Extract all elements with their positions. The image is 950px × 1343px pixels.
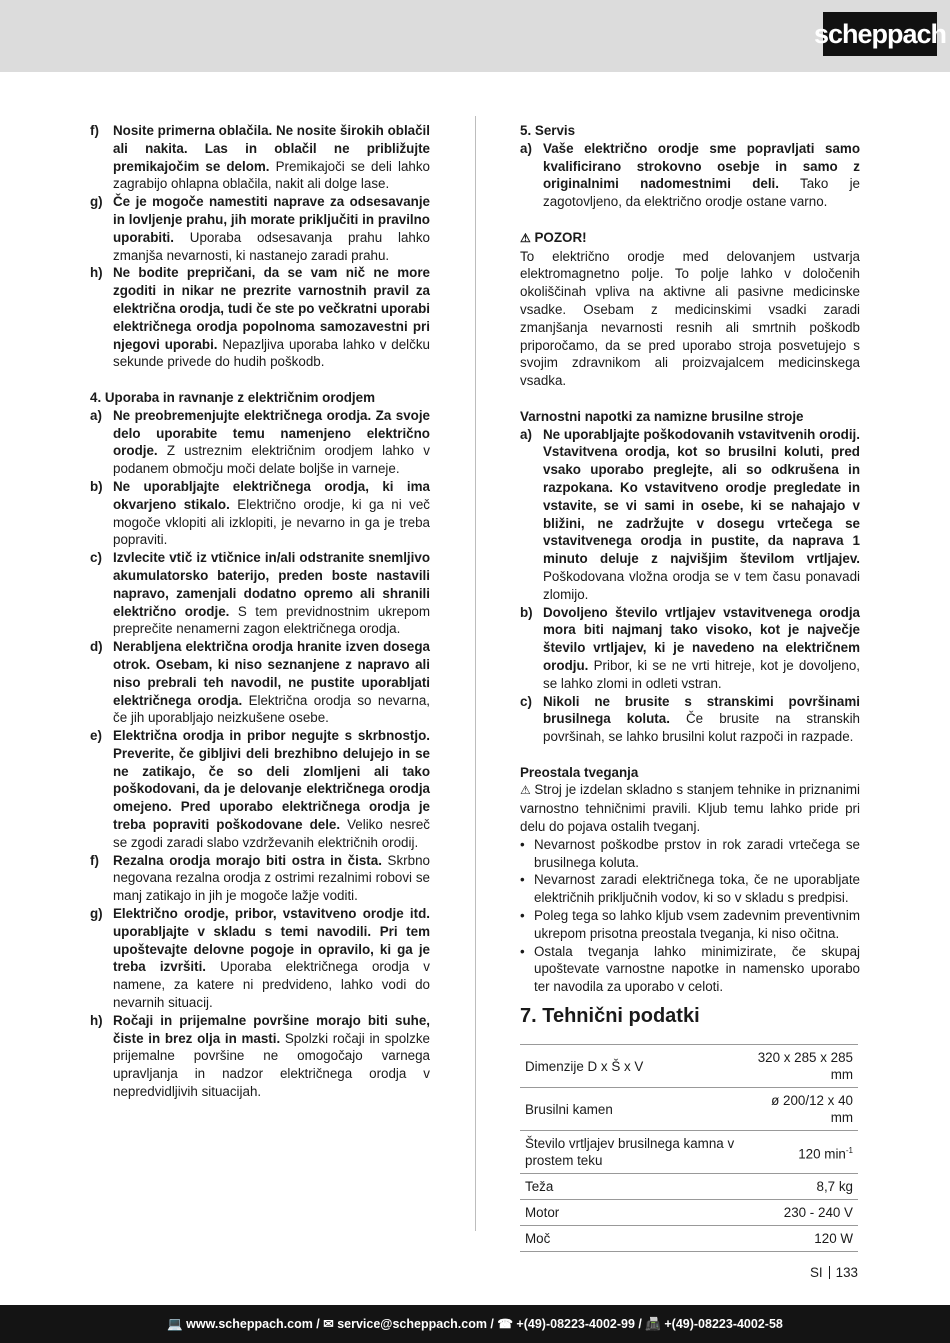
list-item-normal-text: Nepazljiva uporaba lahko v delčku sekunde privede do hudih poškodb. bbox=[113, 336, 430, 370]
residual-risks-body: Stroj je izdelan skladno s stanjem tehnike in priznanimi varnostno tehničnimi pravili. Kljub temu lahko pride pri delu do pojava ostalih tveganj. bbox=[520, 782, 861, 835]
list-item bbox=[90, 407, 430, 478]
warning-title: POZOR! bbox=[534, 229, 587, 245]
spec-row bbox=[520, 1131, 858, 1174]
spec-value-text: 230 - 240 V bbox=[783, 1205, 853, 1221]
spec-row bbox=[520, 1045, 858, 1088]
list-item-label: a) bbox=[90, 407, 102, 423]
list-item-label: d) bbox=[90, 639, 103, 655]
list-item-normal-text: Z ustreznim električnim orodjem lahko v podanem območju moči delate boljše in varneje. bbox=[113, 443, 430, 477]
list-item-text bbox=[113, 727, 430, 852]
footer-contact-bar bbox=[0, 1305, 950, 1343]
residual-risks-text bbox=[520, 781, 860, 835]
page-number bbox=[810, 1265, 858, 1280]
list-item-bold-text: Električna orodja in pribor negujte s skrbnostjo. Preverite, če gibljivi deli brezhibno delujejo in se ne zatikajo, če so deli zlomljeni ali tako poškodovani, da je delovanje električnega orodja omejeno. Pred uporabo električnega orodja je treba popraviti poškodovane dele. bbox=[113, 728, 430, 833]
list-item-normal-text: Če brusite na stranskih površinah, se lahko brusilni kolut razpoči in razpade. bbox=[543, 711, 860, 745]
left-column bbox=[90, 122, 430, 1101]
spec-value-text: 320 x 285 x 285 mm bbox=[757, 1050, 853, 1083]
list-item-bold-text: Ne uporabljajte električnega orodja, ki ima okvarjeno stikalo. bbox=[113, 478, 430, 512]
residual-risks-title: Preostala tveganja bbox=[520, 764, 639, 780]
bullet-item bbox=[520, 943, 860, 996]
list-item-text bbox=[113, 1012, 430, 1101]
section-5-list bbox=[520, 140, 860, 211]
list-item-normal-text: Spolzki ročaji in spolzke prijemalne površine ne omogočajo varnega upravljanja in nadzor električnega orodja v nepredvidljivih situacijah. bbox=[113, 1030, 430, 1100]
list-item bbox=[90, 264, 430, 371]
spec-value-text: ø 200/12 x 40 mm bbox=[771, 1093, 853, 1126]
list-item-normal-text: Uporaba odsesavanja prahu lahko zmanjša nevarnosti, ki nastanejo zaradi prahu. bbox=[113, 229, 430, 263]
list-item-bold-text: Dovoljeno število vrtljajev vstavitvenega orodja mora biti najmanj tako visoko, kot je največje število vrtljajev, ki je navedeno na električnem orodju. bbox=[543, 604, 860, 673]
residual-risks-list bbox=[520, 836, 860, 996]
list-item bbox=[90, 549, 430, 638]
spec-row bbox=[520, 1174, 858, 1200]
list-item bbox=[520, 604, 860, 693]
list-item bbox=[90, 1012, 430, 1101]
list-item-label: h) bbox=[90, 1012, 103, 1028]
bullet-item bbox=[520, 871, 860, 907]
list-item-text bbox=[113, 638, 430, 727]
scheppach-logo: scheppach bbox=[823, 12, 937, 56]
list-item-normal-text: Poškodovana vložna orodja se v tem času ponavadi zlomijo. bbox=[543, 568, 860, 602]
bullet-icon: • bbox=[520, 908, 525, 924]
list-item-text bbox=[113, 852, 430, 905]
list-item bbox=[90, 122, 430, 193]
spec-value bbox=[751, 1088, 858, 1131]
header-bar bbox=[0, 0, 950, 72]
list-item-label: e) bbox=[90, 728, 102, 744]
grinder-safety-title: Varnostni napotki za namizne brusilne stroje bbox=[520, 408, 804, 424]
list-item-bold-text: Vaše električno orodje sme popravljati samo kvalificirano strokovno osebje in samo z originalnimi nadomestnimi deli. bbox=[543, 140, 860, 192]
list-item bbox=[520, 140, 860, 211]
list-item-normal-text: S tem previdnostnim ukrepom preprečite nenamerni zagon električnega orodja. bbox=[113, 603, 430, 637]
list-item bbox=[90, 638, 430, 727]
bullet-text: Ostala tveganja lahko minimizirate, če skupaj upoštevate varnostne napotke in namensko uporabo ter navodila za uporabo v celoti. bbox=[534, 943, 860, 995]
technical-data-title: 7. Tehnični podatki bbox=[520, 1005, 700, 1028]
list-item-label: b) bbox=[520, 604, 533, 620]
list-item-text bbox=[113, 549, 430, 638]
warning-text: To električno orodje med delovanjem ustvarja elektromagnetno polje. To polje lahko v določenih okoliščinah vpliva na aktivne ali pasivne medicinske vsadke. Osebam z medicinskimi vsadki zaradi zmanjšanja nevarnosti resnih ali smrtnih poškodb priporočamo, da se pred uporabo stroja posvetujejo s svojim zdravnikom ali proizvajalcem medicinskega vsadka. bbox=[520, 248, 860, 389]
spec-value-text: 8,7 kg bbox=[816, 1179, 853, 1195]
list-item-text bbox=[113, 478, 430, 549]
list-item-bold-text: Nosite primerna oblačila. Ne nosite širokih oblačil ali nakita. Las in oblačil ne približujte premikajočim se delom. bbox=[113, 123, 431, 174]
column-divider bbox=[475, 116, 476, 1231]
list-item-normal-text: Električna orodja so nevarna, če jih uporabljajo neizkušene osebe. bbox=[113, 692, 431, 726]
list-item bbox=[90, 193, 430, 264]
bullet-item bbox=[520, 836, 860, 872]
list-item bbox=[90, 852, 430, 905]
bullet-text: Poleg tega so lahko kljub vsem zadevnim preventivnim ukrepom prisotna preostala tveganja, ki niso očitna. bbox=[534, 908, 860, 941]
list-item-label: b) bbox=[90, 478, 103, 494]
spec-value bbox=[751, 1174, 858, 1200]
footer-contact-text: 💻 www.scheppach.com / ✉ service@scheppach.com / ☎ +(49)-08223-4002-99 / 📠 +(49)-08223-4002-58 bbox=[167, 1317, 783, 1331]
spec-key: Število vrtljajev brusilnega kamna v prostem teku bbox=[525, 1136, 735, 1169]
spec-key: Motor bbox=[525, 1205, 560, 1221]
list-item-normal-text: Tako je zagotovljeno, da električno orodje ostane varno. bbox=[543, 176, 861, 210]
list-item-normal-text: Pribor, ki se ne vrti hitreje, kot je dovoljeno, se lahko zlomi in odleti vstran. bbox=[543, 657, 860, 691]
spec-row bbox=[520, 1226, 858, 1252]
list-item-text bbox=[543, 426, 860, 604]
spec-value-text: 120 min bbox=[798, 1146, 846, 1162]
safety-list-top bbox=[90, 122, 430, 371]
list-item-normal-text: Veliko nesreč se zgodi zaradi slabo vzdrževanih električnih orodij. bbox=[113, 817, 430, 850]
list-item-text bbox=[113, 264, 430, 371]
technical-data-table bbox=[520, 1044, 858, 1252]
bullet-icon: • bbox=[520, 872, 525, 888]
warning-triangle-icon: ⚠ bbox=[520, 230, 531, 245]
list-item-label: c) bbox=[520, 693, 532, 709]
section-5-title: 5. Servis bbox=[520, 123, 576, 138]
list-item-label: f) bbox=[90, 852, 99, 868]
list-item-label: f) bbox=[90, 123, 99, 138]
spec-key: Moč bbox=[525, 1231, 551, 1247]
bullet-text: Nevarnost poškodbe prstov in rok zaradi vrtečega se brusilnega koluta. bbox=[534, 836, 860, 870]
spec-value bbox=[751, 1045, 858, 1088]
spec-value-text: 120 W bbox=[814, 1231, 853, 1247]
list-item bbox=[90, 905, 430, 1012]
spec-key: Dimenzije D x Š x V bbox=[525, 1058, 644, 1074]
list-item-text bbox=[113, 905, 430, 1012]
section-4-title: 4. Uporaba in ravnanje z električnim orodjem bbox=[90, 389, 376, 405]
list-item-bold-text: Nerabljena električna orodja hranite izven dosega otrok. Osebam, ki niso seznanjene z napravo ali niso prebrali teh navodil, ne pustite uporabljati električnega orodja. bbox=[113, 639, 430, 708]
list-item-normal-text: Uporaba električnega orodja v namene, za katere ni predvideno, lahko vodi do nevarnih situacij. bbox=[113, 959, 430, 1011]
list-item-label: a) bbox=[520, 140, 532, 156]
bullet-icon: • bbox=[520, 943, 525, 959]
spec-value bbox=[751, 1200, 858, 1226]
page-language: SI bbox=[810, 1265, 823, 1280]
list-item-text bbox=[543, 693, 860, 746]
list-item-text bbox=[113, 193, 430, 264]
list-item bbox=[90, 727, 430, 852]
spec-value bbox=[751, 1131, 858, 1174]
list-item-normal-text: Električno orodje, ki ga ni več mogoče vklopiti ali izklopiti, je nevarno in ga je treba popraviti. bbox=[113, 496, 430, 548]
section-4-list bbox=[90, 407, 430, 1101]
list-item-bold-text: Električno orodje, pribor, vstavitveno orodje itd. uporabljajte v skladu s temi navodili. Pri tem upoštevajte delovne pogoje in opravilo, ki ga je treba izvršiti. bbox=[113, 906, 430, 975]
list-item-normal-text: Skrbno negovana rezalna orodja z ostrimi rezalnimi robovi se manj zatikajo in jih je mogoče lažje voditi. bbox=[113, 852, 430, 904]
list-item-bold-text: Ne bodite prepričani, da se vam nič ne more zgoditi in nikar ne prezrite varnostnih pravil za električna orodja, tudi če ste po večkratni uporabi električnega orodja popolnoma samozavestni pri njegovi uporabi. bbox=[113, 265, 430, 352]
list-item-text bbox=[543, 604, 860, 693]
list-item-label: h) bbox=[90, 265, 103, 281]
list-item-bold-text: Če je mogoče namestiti naprave za odsesavanje in lovljenje prahu, jih morate priključiti in pravilno uporabiti. bbox=[113, 194, 430, 245]
list-item-label: g) bbox=[90, 194, 103, 210]
bullet-text: Nevarnost zaradi električnega toka, če ne uporabljate električnih priključnih vodov, ki so v skladu s predpisi. bbox=[534, 872, 860, 906]
bullet-icon: • bbox=[520, 836, 525, 852]
page-number-value: 133 bbox=[835, 1265, 858, 1280]
list-item-bold-text: Ne uporabljajte poškodovanih vstavitvenih orodij. Vstavitvena orodja, kot so brusilni koluti, pred vsako uporabo preglejte, ali so odkrušena in razpokana. Ko vstavitveno orodje pregledate in vstavite, se vi sami in osebe, ki se nahajajo v bližini, ne zadržujte v dosegu vrtečega se vstavitvenega orodja in pustite, da naprava 1 minuto deluje z najvišjim številom vrtljajev. bbox=[543, 426, 860, 567]
bullet-item bbox=[520, 907, 860, 943]
warning-triangle-icon: ⚠ bbox=[520, 783, 535, 798]
list-item-label: a) bbox=[520, 426, 532, 442]
list-item-normal-text: Premikajoči se deli lahko zagrabijo ohlapna oblačila, nakit ali dolge lase. bbox=[113, 158, 430, 192]
list-item bbox=[90, 478, 430, 549]
spec-row bbox=[520, 1200, 858, 1226]
list-item-label: g) bbox=[90, 906, 103, 922]
list-item-bold-text: Ročaji in prijemalne površine morajo biti suhe, čiste in brez olja in masti. bbox=[113, 1012, 430, 1046]
spec-value bbox=[751, 1226, 858, 1252]
list-item-bold-text: Nikoli ne brusite s stranskimi površinami brusilnega koluta. bbox=[543, 693, 860, 727]
list-item-text bbox=[113, 407, 430, 478]
list-item-label: c) bbox=[90, 550, 102, 566]
list-item bbox=[520, 426, 860, 604]
grinder-safety-list bbox=[520, 426, 860, 746]
list-item-text bbox=[113, 122, 430, 193]
list-item-text bbox=[543, 140, 860, 211]
spec-key: Teža bbox=[525, 1179, 554, 1195]
spec-key: Brusilni kamen bbox=[525, 1101, 613, 1117]
warning-heading bbox=[520, 229, 860, 248]
list-item-bold-text: Izvlecite vtič iz vtičnice in/ali odstranite snemljivo akumulatorsko baterijo, preden boste nastavili napravo, zamenjali dodatno opremo ali shranili električno orodje. bbox=[113, 550, 430, 619]
list-item bbox=[520, 693, 860, 746]
list-item-bold-text: Ne preobremenjujte električnega orodja. Za svoje delo uporabite temu namenjeno električno orodje. bbox=[113, 407, 430, 459]
list-item-bold-text: Rezalna orodja morajo biti ostra in čista. bbox=[113, 852, 382, 868]
spec-row bbox=[520, 1088, 858, 1131]
right-column bbox=[520, 122, 860, 1252]
spec-value-unit-exponent: -1 bbox=[845, 1145, 853, 1155]
